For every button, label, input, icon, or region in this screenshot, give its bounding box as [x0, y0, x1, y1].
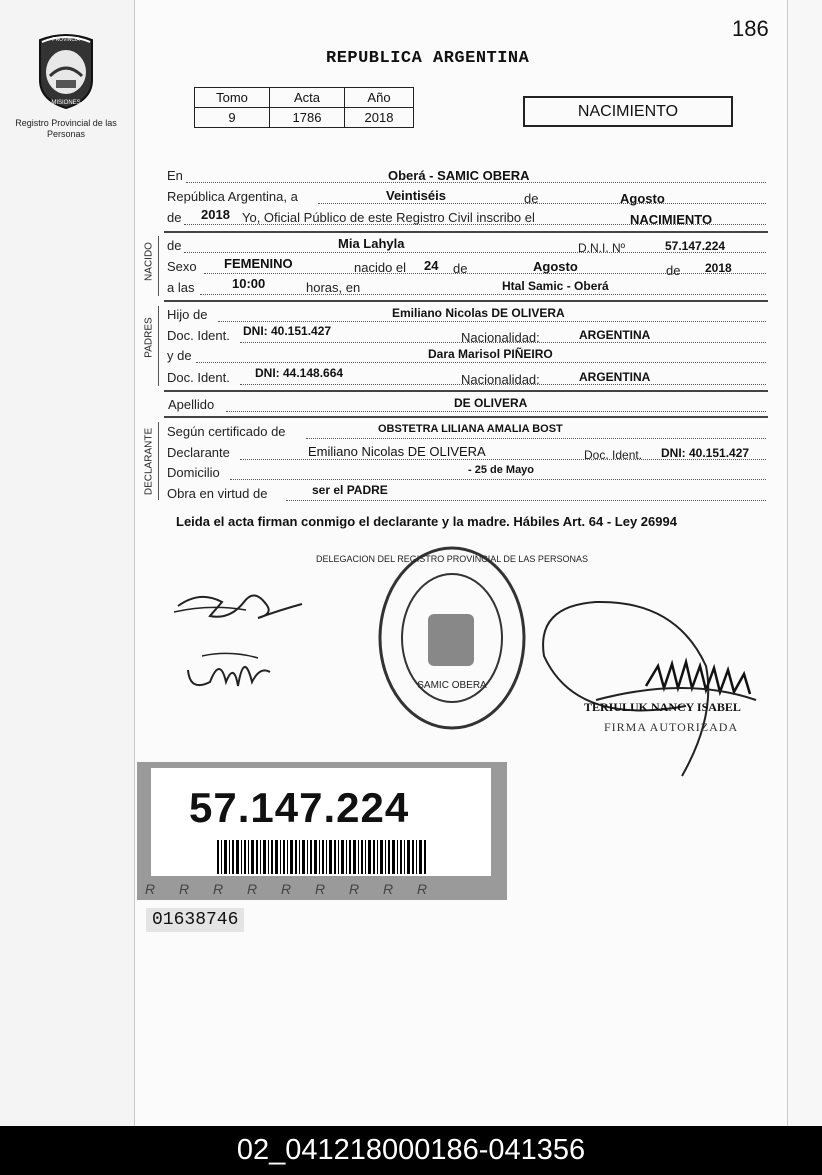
place-value: Oberá - SAMIC OBERA: [388, 168, 530, 183]
legal-text: Leida el acta firman conmigo el declarante y la madre. Hábiles Art. 64 - Ley 26994: [176, 514, 677, 529]
birth-year: 2018: [705, 261, 732, 275]
alas-label: a las: [167, 280, 195, 295]
declarante-label: Declarante: [167, 445, 230, 460]
sex-value: FEMENINO: [224, 256, 293, 271]
seal-city: SAMIC OBERA: [417, 680, 487, 691]
obra-value: ser el PADRE: [312, 483, 388, 497]
declarant-name: Emiliano Nicolas DE OLIVERA: [308, 444, 486, 459]
section-divider: [164, 231, 768, 233]
signature-mother-icon: [180, 642, 280, 700]
doc-label: Doc. Ident.: [167, 370, 230, 385]
country-title: REPUBLICA ARGENTINA: [326, 49, 530, 68]
section-bar: [158, 306, 159, 386]
nacionalidad-label: Nacionalidad:: [461, 330, 540, 345]
de-label: de: [666, 263, 681, 278]
acta-value: 1786: [270, 108, 345, 128]
mother-doc: DNI: 44.148.664: [255, 366, 344, 380]
signature-declarant-icon: [170, 580, 310, 630]
dotted-line: [306, 438, 766, 439]
dotted-line: [226, 411, 766, 412]
yde-label: y de: [167, 348, 192, 363]
child-dni: 57.147.224: [665, 239, 726, 253]
inscribo-value: NACIMIENTO: [630, 212, 713, 227]
de-label: de: [167, 238, 182, 253]
year-value: 2018: [201, 207, 230, 222]
father-nationality: ARGENTINA: [579, 328, 651, 342]
sexo-label: Sexo: [167, 259, 197, 274]
en-label: En: [167, 168, 183, 183]
birth-time: 10:00: [232, 276, 266, 291]
anio-value: 2018: [345, 108, 414, 128]
provincial-crest-icon: [34, 30, 98, 110]
folio-number: 186: [732, 16, 769, 41]
doc-label: Doc. Ident.: [584, 448, 643, 462]
barcode-number: 57.147.224: [189, 784, 410, 831]
dotted-line: [200, 294, 766, 295]
republica-label: República Argentina, a: [167, 189, 298, 204]
hijo-de-label: Hijo de: [167, 307, 208, 322]
father-name: Emiliano Nicolas DE OLIVERA: [392, 306, 565, 320]
nacido-el-label: nacido el: [354, 260, 407, 275]
horas-label: horas, en: [306, 280, 361, 295]
anio-header: Año: [345, 88, 414, 108]
barcode-sticker: [137, 762, 507, 900]
registry-table: [194, 87, 414, 128]
de-label: de: [453, 261, 468, 276]
oficial-text: Yo, Oficial Público de este Registro Civil inscribo el: [242, 210, 535, 225]
section-divider: [164, 416, 768, 418]
official-name: TERIULUK NANCY ISABEL: [584, 700, 741, 714]
registry-name: Registro Provincial de las Personas: [15, 118, 117, 139]
mother-name: Dara Marisol PIÑEIRO: [428, 347, 553, 361]
section-divider: [164, 390, 768, 392]
month-value: Agosto: [620, 191, 665, 206]
dotted-line: [230, 479, 766, 480]
father-doc: DNI: 40.151.427: [243, 324, 332, 338]
dotted-line: [218, 321, 766, 322]
firma-autorizada: FIRMA AUTORIZADA: [604, 720, 739, 734]
barcode-icon: [217, 840, 427, 874]
apellido-label: Apellido: [168, 397, 215, 412]
dotted-line: [204, 273, 766, 274]
svg-text:MISIONES: MISIONES: [51, 100, 81, 106]
dotted-line: [318, 203, 766, 204]
svg-text:PROVINCIA: PROVINCIA: [52, 37, 80, 43]
declarante-section-label: DECLARANTE: [143, 427, 155, 496]
barcode-label: [151, 768, 491, 876]
section-bar: [158, 422, 159, 500]
file-id-bar: 02_041218000186-041356: [0, 1126, 822, 1175]
child-name: Mia Lahyla: [338, 236, 405, 251]
nacido-section-label: NACIDO: [143, 242, 155, 281]
dotted-line: [286, 500, 766, 501]
tomo-value: 9: [195, 108, 270, 128]
birth-day: 24: [424, 258, 439, 273]
declarant-doc: DNI: 40.151.427: [661, 446, 750, 460]
record-type-box: NACIMIENTO: [523, 96, 733, 127]
acta-header: Acta: [270, 88, 345, 108]
domicilio-label: Domicilio: [167, 465, 220, 480]
signature-official-icon: [536, 596, 766, 786]
section-bar: [158, 236, 159, 296]
mother-nationality: ARGENTINA: [579, 370, 651, 384]
birth-place: Htal Samic - Oberá: [502, 279, 609, 293]
day-value: Veintiséis: [386, 188, 446, 203]
official-seal-icon: [316, 540, 588, 736]
serial-number: 01638746: [146, 908, 244, 932]
surname-value: DE OLIVERA: [454, 396, 528, 410]
nacionalidad-label: Nacionalidad:: [461, 372, 540, 387]
padres-section-label: PADRES: [143, 317, 155, 358]
left-margin: [0, 0, 134, 1126]
obra-label: Obra en virtud de: [167, 486, 268, 501]
dni-label: D.N.I. Nº: [578, 241, 626, 255]
de-label: de: [524, 191, 539, 206]
certificado-label: Según certificado de: [167, 424, 286, 439]
de-label: de: [167, 210, 182, 225]
tomo-header: Tomo: [195, 88, 270, 108]
seal-caption: DELEGACION DEL REGISTRO PROVINCIAL DE LAS PERSONAS: [316, 554, 588, 564]
doc-label: Doc. Ident.: [167, 328, 230, 343]
security-pattern: R R R R R R R R R: [145, 881, 438, 897]
certificate-value: OBSTETRA LILIANA AMALIA BOST: [378, 423, 563, 435]
birth-month: Agosto: [533, 259, 578, 274]
section-divider: [164, 300, 768, 302]
domicile-value: - 25 de Mayo: [468, 464, 535, 476]
dotted-line: [196, 362, 766, 363]
